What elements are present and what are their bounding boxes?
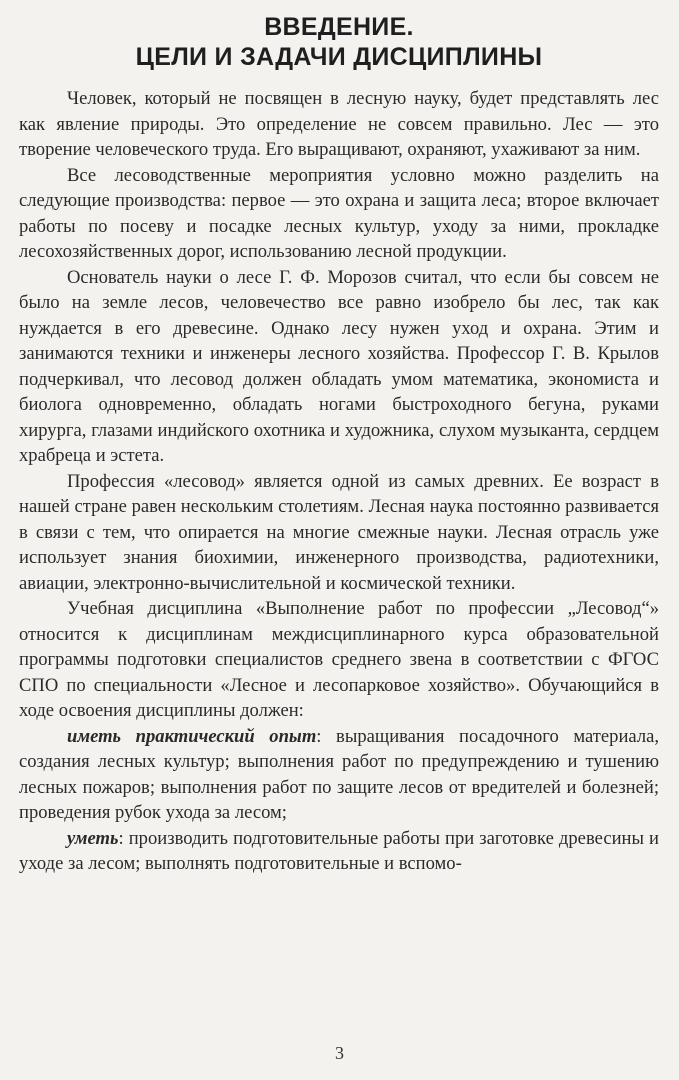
body-text <box>19 86 659 877</box>
heading-line-2: ЦЕЛИ И ЗАДАЧИ ДИСЦИПЛИНЫ <box>135 43 543 71</box>
paragraph: Все лесоводственные мероприятия условно можно разделить на следующие производства: первое — это охрана и защита леса; второе включает работы по посеву и посадке лесных культур, уходу за ними, прокладке лесохозяйственных дорог, использованию лесной продукции. <box>19 164 659 262</box>
requirement-term: уметь <box>67 827 119 849</box>
paragraph: Основатель науки о лесе Г. Ф. Морозов считал, что если бы совсем не было на земле лесов, человечество все равно изобрело бы лес, так как нуждается в его древесине. Однако лесу нужен уход и охрана. Этим и занимаются техники и инженеры лесного хозяйства. Профессор Г. В. Крылов подчеркивал, что лесовод должен обладать умом математика, экономиста и биолога одновременно, обладать ногами быстроходного бегуна, руками хирурга, глазами индийского охотника и художника, слухом музыканта, сердцем храбреца и эстета. <box>19 266 659 466</box>
requirement-term: иметь практический опыт <box>67 725 317 747</box>
heading-line-1: ВВЕДЕНИЕ. <box>264 13 414 41</box>
requirement-paragraph <box>19 724 659 826</box>
paragraph: Человек, который не посвящен в лесную науку, будет представлять лес как явление природы. Это определение не совсем правильно. Лес — это творение человеческого труда. Его выращивают, охраняют, ухаживают за ним. <box>19 88 659 160</box>
requirement-text: : производить подготовительные работы при заготовке древесины и уходе за лесом; выполнять подготовительные и вспомо- <box>19 827 659 874</box>
paragraph: Профессия «лесовод» является одной из самых древних. Ее возраст в нашей стране равен нескольким столетиям. Лесная наука постоянно развивается в связи с тем, что опирается на многие смежные науки. Лесная отрасль уже использует знания биохимии, инженерного производства, радиотехники, авиации, электронно-вычислительной и космической техники. <box>19 470 659 594</box>
chapter-heading <box>19 12 659 72</box>
page-number: 3 <box>335 1043 344 1063</box>
paragraph: Учебная дисциплина «Выполнение работ по профессии „Лесовод“» относится к дисциплинам междисциплинарного курса образовательной программы подготовки специалистов среднего звена в соответствии с ФГОС СПО по специальности «Лесное и лесопарковое хозяйство». Обучающийся в ходе освоения дисциплины должен: <box>19 598 659 721</box>
requirement-paragraph <box>19 826 659 877</box>
requirement-text: : выращивания посадочного материала, создания лесных культур; выполнения работ по предупреждению и тушению лесных пожаров; выполнения работ по защите лесов от вредителей и болезней; проведения рубок ухода за лесом; <box>19 725 659 823</box>
